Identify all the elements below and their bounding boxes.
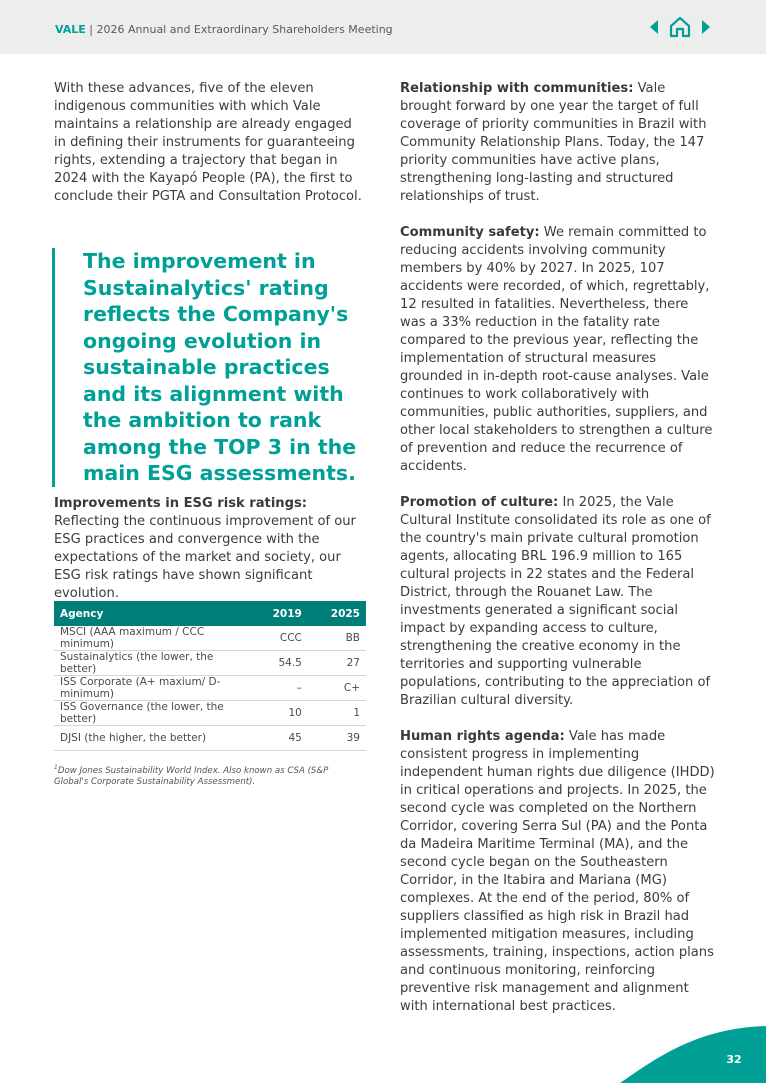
home-icon bbox=[668, 16, 692, 38]
section-text: Vale has made consistent progress in implementing independent human rights due diligence (IHDD) in critical operations and projects. In 2025, the second cycle was completed on the Northern Corridor, covering Serra Sul (PA) and the Ponta da Madeira Maritime Terminal (MA), and the second cycle began on the Southeastern Corridor, in the Itabira and Mariana (MG) complexes. At the end of the period, 80% of suppliers classified as high risk in Brazil had implemented mitigation measures, including assessments, training, inspections, action plans and continuous monitoring, reinforcing preventive risk management and alignment with international best practices. bbox=[400, 729, 715, 1014]
table-row bbox=[54, 626, 366, 651]
footnote-text: Dow Jones Sustainability World Index. Also known as CSA (S&P Global's Corporate Sustainability Assessment). bbox=[54, 765, 329, 787]
table-row bbox=[54, 651, 366, 676]
table-header-row bbox=[54, 601, 366, 626]
section-community-safety bbox=[400, 224, 716, 476]
section-text: Vale brought forward by one year the target of full coverage of priority communities in Brazil with Community Relationship Plans. Today, the 147 priority communities have active plans, strengthening long-lasting and structured relationships of trust. bbox=[400, 81, 707, 204]
table-row bbox=[54, 726, 366, 751]
section-heading: Relationship with communities: bbox=[400, 81, 634, 96]
next-page-button[interactable] bbox=[700, 16, 712, 38]
section-heading: Promotion of culture: bbox=[400, 495, 559, 510]
chevron-left-icon bbox=[648, 19, 660, 35]
value-2025-cell: C+ bbox=[308, 676, 366, 701]
column-header-2025: 2025 bbox=[308, 601, 366, 626]
agency-cell: ISS Corporate (A+ maxium/ D- minimum) bbox=[54, 676, 250, 701]
footnote-marker: 1 bbox=[54, 764, 58, 771]
section-human-rights bbox=[400, 728, 716, 1016]
section-text: In 2025, the Vale Cultural Institute consolidated its role as one of the country's main private cultural promotion agents, allocating BRL 196.9 million to 165 cultural projects in 22 states and the Federal District, through the Rouanet Law. The investments generated a significant social impact by expanding access to culture, strengthening the creative economy in the territories and supporting vulnerable populations, contributing to the appreciation of Brazilian cultural diversity. bbox=[400, 495, 711, 708]
value-2019-cell: 10 bbox=[250, 701, 308, 726]
section-text: We remain committed to reducing accidents involving community members by 40% by 2027. In 2025, 107 accidents were recorded, of which, regrettably, 12 resulted in fatalities. Nevertheless, there was a 33% reduction in the fatality rate compared to the previous year, reflecting the implementation of structural measures grounded in in-depth root-cause analyses. Vale continues to work collaboratively with communities, public authorities, suppliers, and other local stakeholders to strengthen a culture of prevention and reduce the recurrence of accidents. bbox=[400, 225, 713, 474]
home-button[interactable] bbox=[668, 16, 692, 38]
page-corner-wave bbox=[560, 1000, 766, 1083]
esg-ratings-table bbox=[54, 601, 366, 751]
title-separator: | bbox=[85, 23, 97, 36]
intro-paragraph: With these advances, five of the eleven indigenous communities with which Vale maintains a relationship are already engaged in defining their instruments for guaranteeing rights, extending a trajectory that began in 2024 with the Kayapó People (PA), the first to conclude their PGTA and Consultation Protocol. bbox=[54, 81, 362, 204]
agency-cell: ISS Governance (the lower, the better) bbox=[54, 701, 250, 726]
brand-name: VALE bbox=[55, 23, 86, 36]
page-number: 32 bbox=[726, 1053, 742, 1066]
column-header-2019: 2019 bbox=[250, 601, 308, 626]
agency-cell: Sustainalytics (the lower, the better) bbox=[54, 651, 250, 676]
prev-page-button[interactable] bbox=[648, 16, 660, 38]
value-2019-cell: CCC bbox=[250, 626, 308, 651]
section-heading: Community safety: bbox=[400, 225, 540, 240]
agency-cell: MSCI (AAA maximum / CCC minimum) bbox=[54, 626, 250, 651]
pull-quote: The improvement in Sustainalytics' rating reflects the Company's ongoing evolution in sustainable practices and its alignment with the ambition to rank among the TOP 3 in the main ESG assessments. bbox=[52, 248, 368, 487]
value-2025-cell: 1 bbox=[308, 701, 366, 726]
value-2019-cell: 45 bbox=[250, 726, 308, 751]
value-2025-cell: 27 bbox=[308, 651, 366, 676]
page-header bbox=[0, 0, 766, 54]
value-2025-cell: BB bbox=[308, 626, 366, 651]
esg-ratings-text: Reflecting the continuous improvement of our ESG practices and convergence with the expectations of the market and society, our ESG risk ratings have shown significant evolution. bbox=[54, 514, 356, 601]
column-header-agency: Agency bbox=[54, 601, 250, 626]
esg-ratings-heading: Improvements in ESG risk ratings: bbox=[54, 496, 308, 511]
left-column bbox=[54, 80, 366, 206]
section-communities bbox=[400, 80, 716, 206]
section-heading: Human rights agenda: bbox=[400, 729, 565, 744]
document-title bbox=[55, 23, 393, 36]
table-row bbox=[54, 676, 366, 701]
table-row bbox=[54, 701, 366, 726]
right-column bbox=[400, 80, 716, 1034]
value-2019-cell: 54.5 bbox=[250, 651, 308, 676]
value-2025-cell: 39 bbox=[308, 726, 366, 751]
agency-cell: DJSI (the higher, the better) bbox=[54, 726, 250, 751]
meeting-title: 2026 Annual and Extraordinary Shareholders Meeting bbox=[96, 23, 393, 36]
chevron-right-icon bbox=[700, 19, 712, 35]
section-culture bbox=[400, 494, 716, 710]
esg-ratings-paragraph bbox=[54, 495, 366, 603]
value-2019-cell: – bbox=[250, 676, 308, 701]
table-footnote bbox=[54, 762, 354, 788]
